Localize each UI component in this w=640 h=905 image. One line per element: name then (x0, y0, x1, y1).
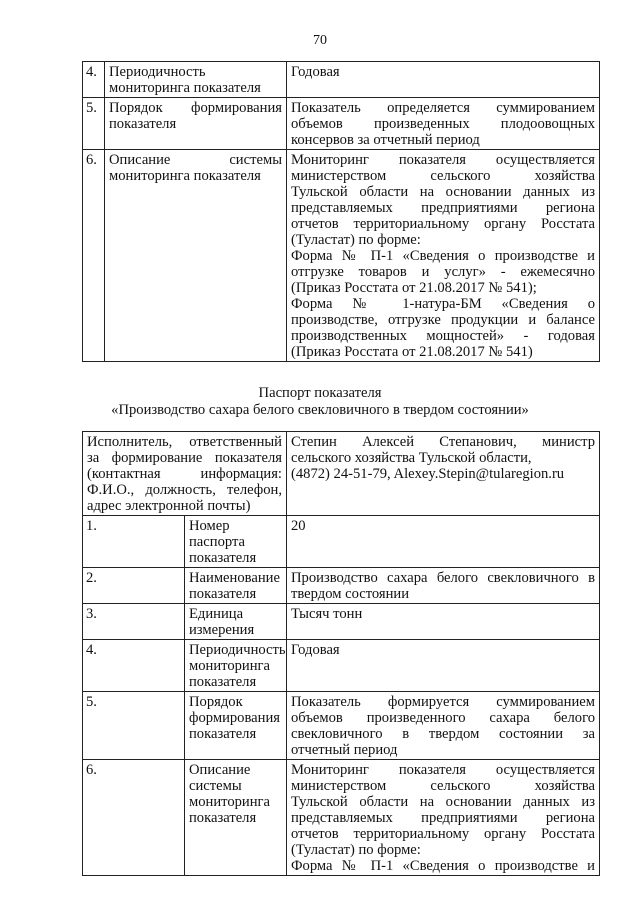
row-number: 4. (83, 62, 105, 98)
row-value: Показатель определяется суммированием объемов произведенных плодоовощных консервов за отчетный период (287, 98, 600, 150)
row-number: 1. (83, 516, 185, 568)
table-row (83, 692, 600, 760)
table-row (83, 604, 600, 640)
row-value: Тысяч тонн (287, 604, 600, 640)
page-number: 70 (313, 33, 327, 48)
table-row (83, 62, 600, 98)
row-value: Производство сахара белого свекловичного в твердом состоянии (287, 568, 600, 604)
row-label: Описание системы мониторинга показателя (105, 150, 287, 362)
indicator-table-continued (82, 61, 600, 362)
row-label: Порядок формирования показателя (105, 98, 287, 150)
table-row (83, 516, 600, 568)
table-row (83, 98, 600, 150)
passport-title: Паспорт показателя (258, 385, 382, 401)
row-label: Периодичность мониторинга показателя (185, 640, 287, 692)
row-number: 4. (83, 640, 185, 692)
row-number: 5. (83, 692, 185, 760)
passport-subtitle: «Производство сахара белого свекловичного в твердом состоянии» (111, 402, 529, 418)
executor-value: Степин Алексей Степанович, министр сельского хозяйства Тульской области, (4872) 24-51-79, Alexey.Stepin@tularegion.ru (287, 432, 600, 516)
indicator-passport-table (82, 431, 600, 876)
row-number: 6. (83, 150, 105, 362)
table-row (83, 640, 600, 692)
row-label: Периодичность мониторинга показателя (105, 62, 287, 98)
row-value: 20 (287, 516, 600, 568)
row-number: 3. (83, 604, 185, 640)
row-value: Годовая (287, 62, 600, 98)
table-row (83, 432, 600, 516)
row-number: 5. (83, 98, 105, 150)
table-row (83, 568, 600, 604)
row-label: Единица измерения (185, 604, 287, 640)
row-number: 2. (83, 568, 185, 604)
row-label: Порядок формирования показателя (185, 692, 287, 760)
row-label: Описание системы мониторинга показателя (185, 760, 287, 876)
row-label: Наименование показателя (185, 568, 287, 604)
row-label: Номер паспорта показателя (185, 516, 287, 568)
row-value: Мониторинг показателя осуществляется министерством сельского хозяйства Тульской области на основании данных из представляемых предприятиями региона отчетов территориальному органу Росстата (Туластат) по форме: Форма № П-1 «Сведения о производстве и отгрузке товаров и услуг» - ежемесячно (Приказ Росстата от 21.08.2017 № 541); Форма № 1-натура-БМ «Сведения о производстве, отгрузке продукции и балансе производственных мощностей» - годовая (Приказ Росстата от 21.08.2017 № 541) (287, 150, 600, 362)
row-value: Показатель формируется суммированием объемов произведенного сахара белого свекловичного в твердом состоянии за отчетный период (287, 692, 600, 760)
row-value: Мониторинг показателя осуществляется министерством сельского хозяйства Тульской области на основании данных из представляемых предприятиями региона отчетов территориальному органу Росстата (Туластат) по форме: Форма № П-1 «Сведения о производстве и (287, 760, 600, 876)
executor-label: Исполнитель, ответственный за формирование показателя (контактная информация: Ф.И.О., должность, телефон, адрес электронной почты) (83, 432, 287, 516)
table-row (83, 760, 600, 876)
row-value: Годовая (287, 640, 600, 692)
row-number: 6. (83, 760, 185, 876)
table-row (83, 150, 600, 362)
